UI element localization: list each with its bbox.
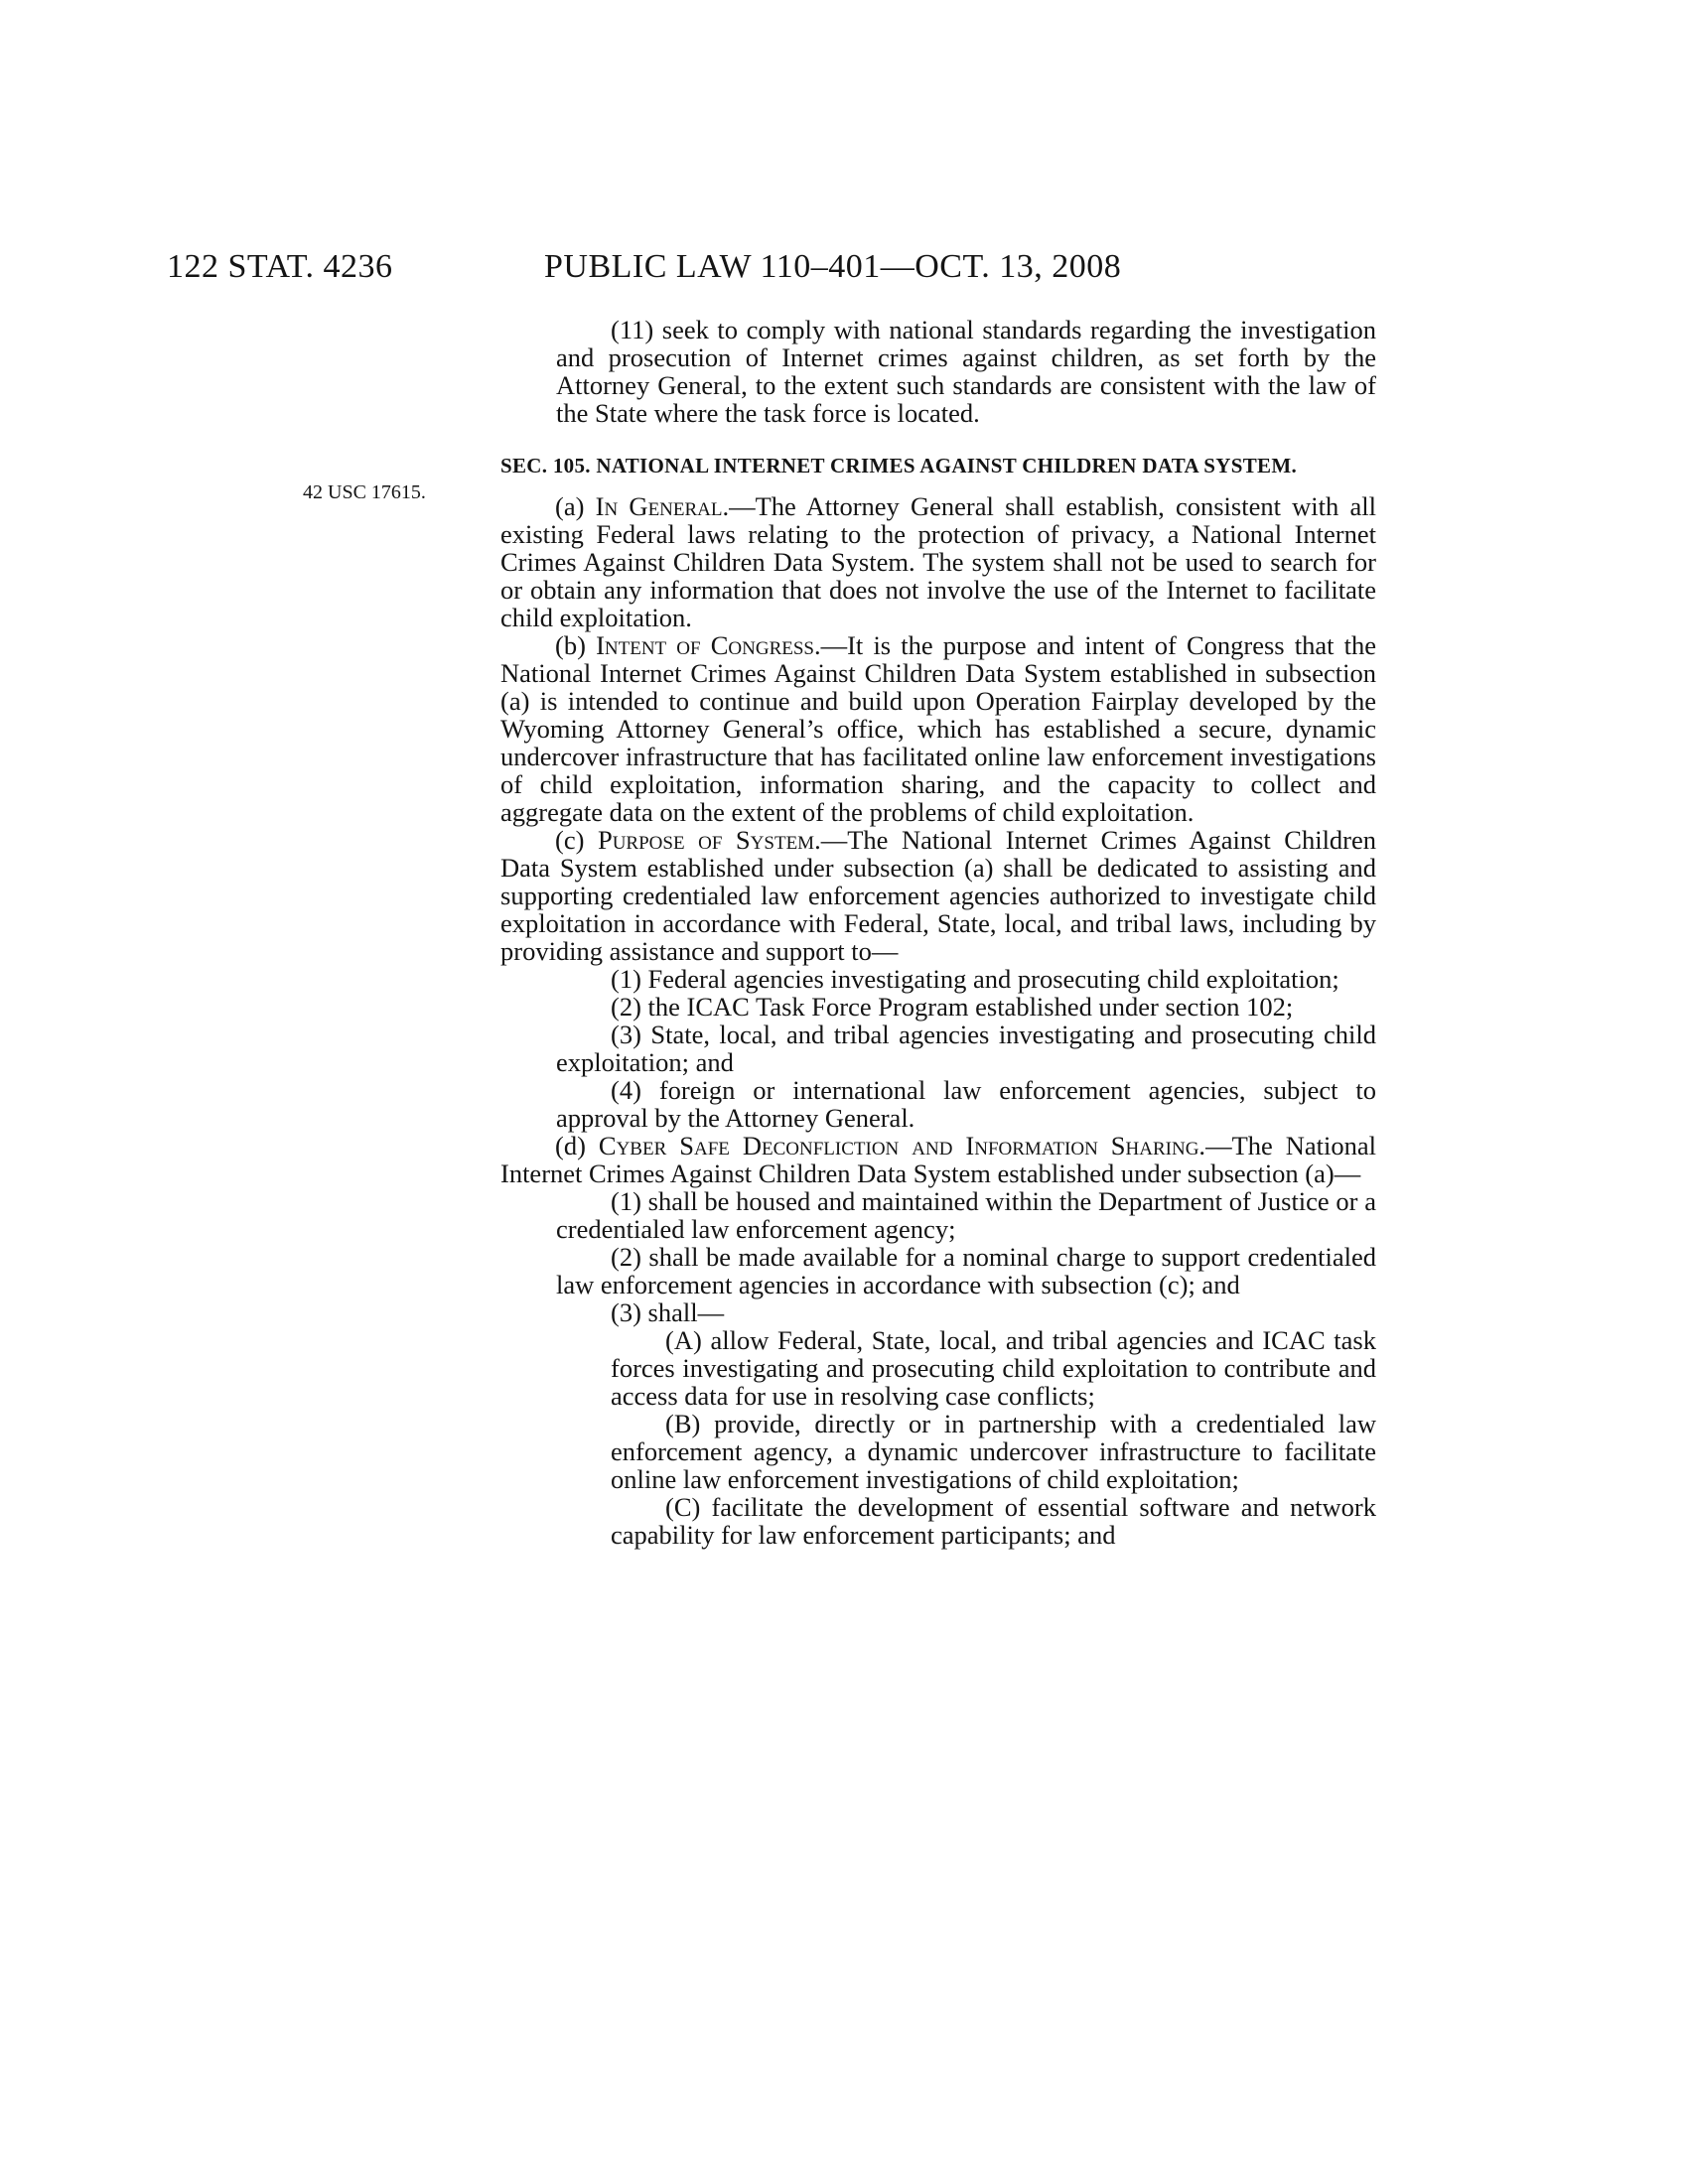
section-heading: SEC. 105. NATIONAL INTERNET CRIMES AGAINST CHILDREN DATA SYSTEM. bbox=[500, 454, 1298, 478]
subsection-c-item: (1) Federal agencies investigating and prosecuting child exploitation; bbox=[611, 964, 1339, 994]
subsection-d-subitem: (C) facilitate the development of essential software and network capability for law enforcement participants; and bbox=[611, 1492, 1376, 1550]
subsection-d bbox=[500, 1132, 1376, 1187]
subsection-b-label: (b) bbox=[555, 630, 586, 660]
subsection-a-heading: In General. bbox=[595, 491, 730, 521]
subsection-a bbox=[500, 492, 1376, 631]
subsection-b-heading: Intent of Congress. bbox=[596, 630, 821, 660]
subsection-c-heading: Purpose of System. bbox=[597, 825, 821, 855]
subsection-c bbox=[500, 826, 1376, 965]
subsection-d-heading: Cyber Safe Deconfliction and Information Sharing. bbox=[598, 1131, 1206, 1160]
paragraph-11: (11) seek to comply with national standards regarding the investigation and prosecution of Internet crimes against children, as set forth by the Attorney General, to the extent such standards are consistent with the law of the State where the task force is located. bbox=[556, 315, 1376, 428]
subsection-c-item: (2) the ICAC Task Force Program established under section 102; bbox=[611, 992, 1294, 1022]
margin-note-usc: 42 USC 17615. bbox=[303, 481, 426, 503]
subsection-d-item: (1) shall be housed and maintained within the Department of Justice or a credentialed law enforcement agency; bbox=[556, 1186, 1376, 1244]
subsection-a-label: (a) bbox=[555, 491, 585, 521]
subsection-c-text: —The National Internet Crimes Against Children Data System established under subsection (a) shall be dedicated to assisting and supporting credentialed law enforcement agencies authorized to investigate child exploitation in accordance with Federal, State, local, and tribal laws, including by providing assistance and support to— bbox=[500, 825, 1377, 966]
subsection-d-subitem: (A) allow Federal, State, local, and tribal agencies and ICAC task forces investigating and prosecuting child exploitation to contribute and access data for use in resolving case conflicts; bbox=[611, 1325, 1376, 1411]
subsection-d-text: —The National Internet Crimes Against Children Data System established under subsection (a)— bbox=[500, 1131, 1377, 1188]
subsection-c-label: (c) bbox=[555, 825, 585, 855]
subsection-a-text: —The Attorney General shall establish, consistent with all existing Federal laws relating to the protection of privacy, a National Internet Crimes Against Children Data System. The system shall not be used to search for or obtain any information that does not involve the use of the Internet to facilitate child exploitation. bbox=[500, 491, 1377, 632]
subsection-d-item: (3) shall— bbox=[611, 1297, 725, 1327]
subsection-c-item: (3) State, local, and tribal agencies investigating and prosecuting child exploitation; and bbox=[556, 1020, 1376, 1077]
subsection-d-label: (d) bbox=[555, 1131, 586, 1160]
page-header-law: PUBLIC LAW 110–401—OCT. 13, 2008 bbox=[544, 248, 1122, 285]
subsection-b bbox=[500, 631, 1376, 826]
subsection-d-subitem: (B) provide, directly or in partnership with a credentialed law enforcement agency, a dynamic undercover infrastructure to facilitate online law enforcement investigations of child exploitation; bbox=[611, 1409, 1376, 1494]
subsection-d-item: (2) shall be made available for a nominal charge to support credentialed law enforcement agencies in accordance with subsection (c); and bbox=[556, 1242, 1376, 1299]
page-header-stat: 122 STAT. 4236 bbox=[167, 248, 393, 285]
document-body bbox=[500, 316, 1376, 1549]
subsection-c-item: (4) foreign or international law enforcement agencies, subject to approval by the Attorney General. bbox=[556, 1075, 1376, 1133]
subsection-b-text: —It is the purpose and intent of Congress that the National Internet Crimes Against Children Data System established in subsection (a) is intended to continue and build upon Operation Fairplay developed by the Wyoming Attorney General’s office, which has established a secure, dynamic undercover infrastructure that has facilitated online law enforcement investigations of child exploitation, information sharing, and the capacity to collect and aggregate data on the extent of the problems of child exploitation. bbox=[500, 630, 1377, 827]
